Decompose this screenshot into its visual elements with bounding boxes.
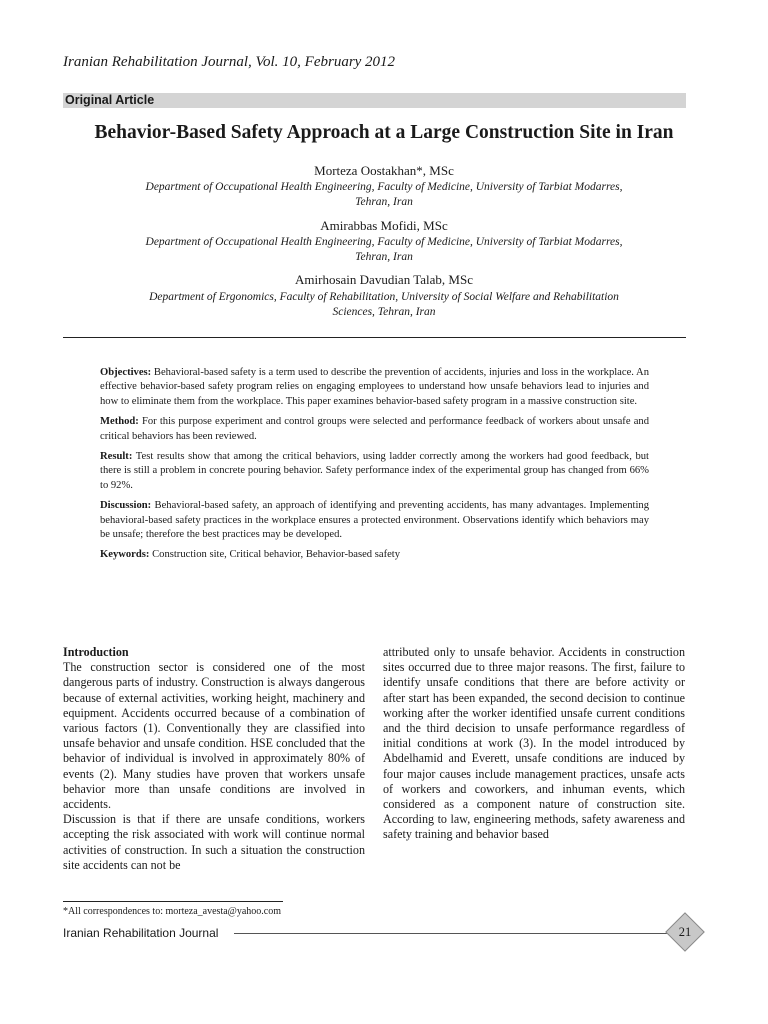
footer-rule (234, 933, 671, 934)
objectives-text: Behavioral-based safety is a term used to describe the prevention of accidents, injuries and loss in the workplace. An effective behavior-based safety program relies on engaging employees to understand how unsafe behaviors lead to injuries and how to eliminate them from the workplace. This paper examines behavior-based safety program in a massive construction site. (100, 367, 649, 407)
affiliation-line: Sciences, Tehran, Iran (332, 306, 436, 318)
result-text: Test results show that among the critical behaviors, using ladder correctly among the workers had good feedback, but there is still a problem in concrete pouring behavior. Safety performance index of the experimental group has changed from 66% to 92%. (100, 451, 649, 491)
introduction-heading: Introduction (63, 645, 129, 659)
author-affiliation-2 (70, 235, 698, 265)
footnote-rule (63, 901, 283, 902)
method-label: Method: (100, 416, 139, 428)
abstract-method (100, 415, 649, 444)
author-name-1: Morteza Oostakhan*, MSc (314, 163, 454, 178)
abstract-keywords (100, 548, 649, 562)
affiliation-line: Department of Ergonomics, Faculty of Rehabilitation, University of Social Welfare and Rehabilitation (149, 291, 619, 303)
journal-header: Iranian Rehabilitation Journal, Vol. 10, February 2012 (63, 54, 396, 70)
body-paragraph: The construction sector is considered one of the most dangerous parts of industry. Construction is always dangerous because of external activities, working height, machinery and equipment. Accidents occurred because of a combination of various factors (1). Conventionally they are classified into unsafe behavior and unsafe condition. HSE concluded that the behavior of individual is involved in approximately 80% of events (2). Many studies have proven that workers unsafe behavior more than unsafe conditions are involved in accidents. (63, 660, 365, 812)
page-number: 21 (678, 925, 692, 939)
keywords-text: Construction site, Critical behavior, Behavior-based safety (149, 549, 401, 561)
objectives-label: Objectives: (100, 367, 152, 378)
footnote: *All correspondences to: morteza_avesta@yahoo.com (63, 906, 282, 917)
result-label: Result: (100, 451, 133, 463)
abstract-discussion (100, 499, 649, 542)
affiliation-line: Tehran, Iran (355, 251, 413, 263)
body-paragraph: Discussion is that if there are unsafe conditions, workers accepting the risk associated with work will continue normal activities of construction. In such a situation the construction site accidents can not be (63, 812, 365, 872)
author-name-2: Amirabbas Mofidi, MSc (320, 218, 448, 233)
abstract-result (100, 450, 649, 493)
discussion-text: Behavioral-based safety, an approach of identifying and preventing accidents, has many advantages. Implementing behavioral-based safety practices in the workplace ensures a protected environment. Observations identify which behaviors may be unsafe; therefore the best practices may be developed. (100, 500, 649, 541)
author-name-3: Amirhosain Davudian Talab, MSc (295, 272, 473, 287)
divider-rule (63, 337, 686, 338)
affiliation-line: Department of Occupational Health Engineering, Faculty of Medicine, University of Tarbiat Modarres, (145, 236, 623, 248)
article-type-label: Original Article (65, 93, 155, 107)
article-type-bar (63, 93, 686, 108)
author-affiliation-3 (70, 290, 698, 320)
footer-journal-name: Iranian Rehabilitation Journal (63, 926, 219, 940)
affiliation-line: Department of Occupational Health Engineering, Faculty of Medicine, University of Tarbiat Modarres, (145, 181, 623, 193)
abstract (100, 366, 649, 563)
affiliation-line: Tehran, Iran (355, 196, 413, 208)
keywords-label: Keywords: (100, 549, 150, 561)
body-column-left (63, 645, 365, 873)
method-text: For this purpose experiment and control groups were selected and performance feedback of workers about unsafe and critical behaviors has been reviewed. (100, 416, 649, 442)
article-title: Behavior-Based Safety Approach at a Large Construction Site in Iran (94, 122, 674, 143)
body-column-right (383, 645, 685, 843)
abstract-objectives (100, 366, 649, 409)
author-affiliation-1 (70, 180, 698, 210)
discussion-label: Discussion: (100, 500, 152, 512)
body-paragraph: attributed only to unsafe behavior. Accidents in construction sites occurred due to three major reasons. The first, failure to identify unsafe conditions that there are before activity or after start has been expanded, the second decision to continue working after the worker identified unsafe current conditions and the third decision to unsafe performance regardless of initial conditions at work (3). In the model introduced by Abdelhamid and Everett, unsafe conditions are induced by four major causes include management practices, unsafe acts of workers and coworkers, and inhuman events, which considered as a component nature of construction site. According to law, engineering methods, safety awareness and safety training and behavior based (383, 645, 685, 842)
